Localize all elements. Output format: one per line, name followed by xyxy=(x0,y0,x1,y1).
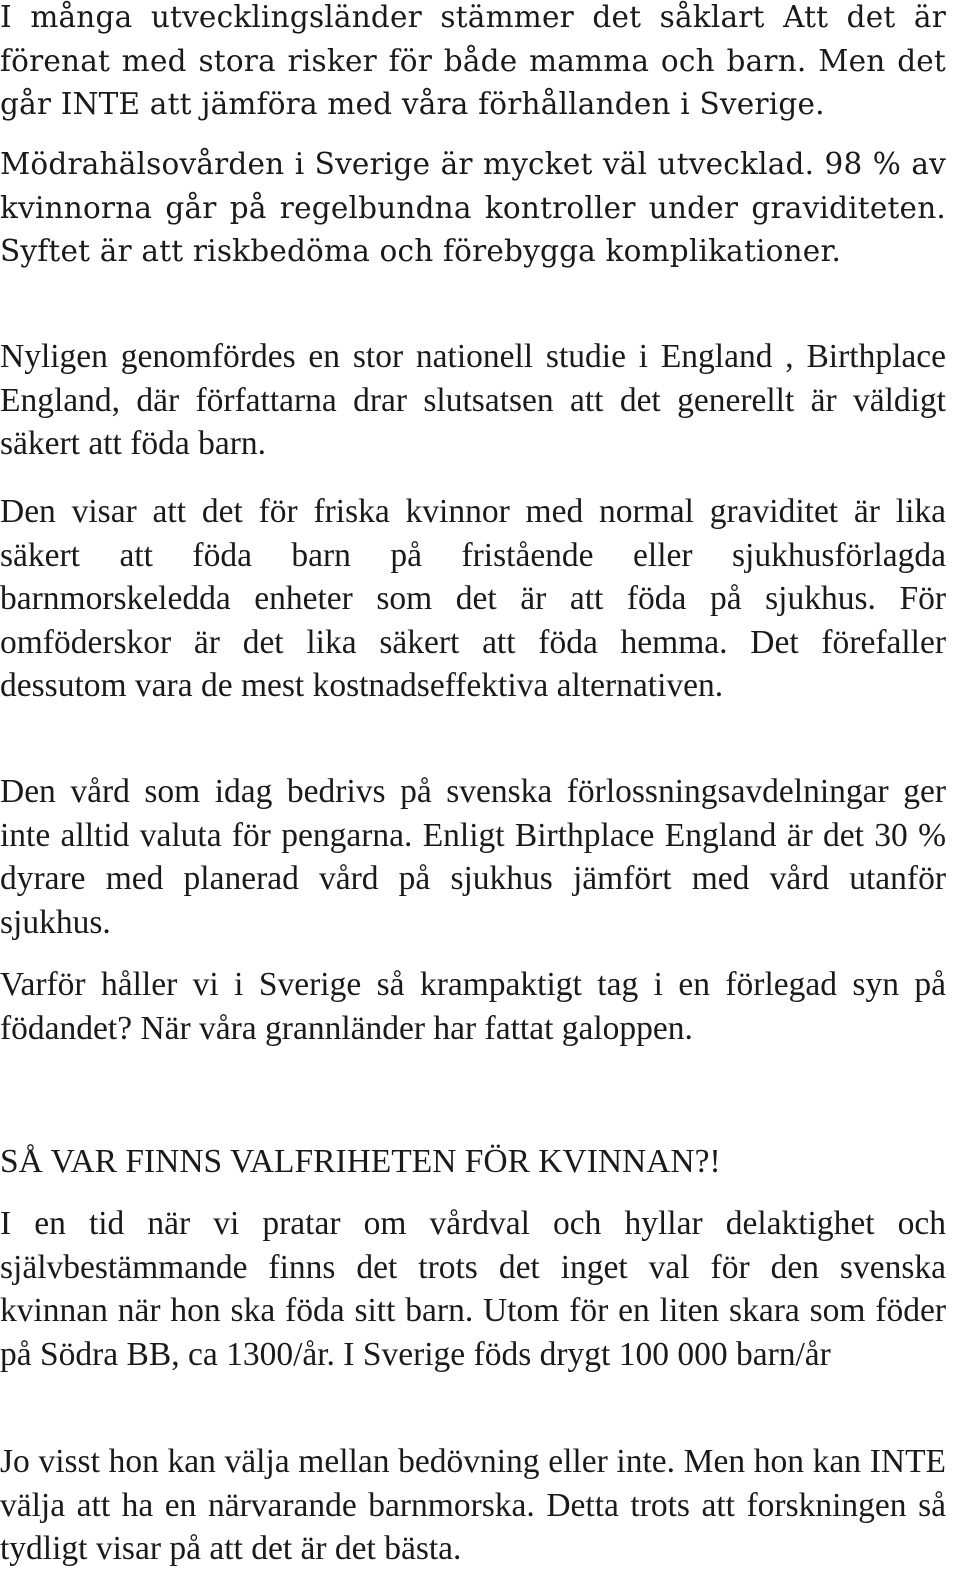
paragraph-study-findings: Den visar att det för friska kvinnor med normal graviditet är lika säkert att föda barn på fristående eller sjukhusförlagda barnmorskeledda enheter som det är att föda på sjukhus. För omföderskor är det lika säkert att föda hemma. Det förefaller dessutom vara de mest kostnadseffektiva alternativen. xyxy=(0,493,946,704)
paragraph-birthplace-study: Nyligen genomfördes en stor nationell studie i England , Birthplace England, där författarna drar slutsatsen att det generellt är väldigt säkert att föda barn. xyxy=(0,338,946,462)
section-heading: SÅ VAR FINNS VALFRIHETEN FÖR KVINNAN?! xyxy=(0,1143,721,1180)
paragraph-cost-comparison: Den vård som idag bedrivs på svenska förlossningsavdelningar ger inte alltid valuta för pengarna. Enligt Birthplace England är det 30 % dyrare med planerad vård på sjukhus jämfört med vård utanför sjukhus. xyxy=(0,773,946,941)
paragraph-developing-countries: I många utvecklingsländer stämmer det såklart Att det är förenat med stora risker för både mamma och barn. Men det går INTE att jämföra med våra förhållanden i Sverige. xyxy=(0,0,946,121)
paragraph-midwife-presence: Jo visst hon kan välja mellan bedövning eller inte. Men hon kan INTE välja att ha en närvarande barnmorska. Detta trots att forskningen så tydligt visar på att det är det bästa. xyxy=(0,1443,946,1567)
paragraph-outdated-view: Varför håller vi i Sverige så krampaktigt tag i en förlegad syn på födandet? När våra grannländer har fattat galoppen. xyxy=(0,966,946,1047)
paragraph-maternal-care: Mödrahälsovården i Sverige är mycket väl utvecklad. 98 % av kvinnorna går på regelbundna kontroller under graviditeten. Syftet är att riskbedöma och förebygga komplikationer. xyxy=(0,147,946,268)
paragraph-freedom-of-choice: I en tid när vi pratar om vårdval och hyllar delaktighet och självbestämmande finns det trots det inget val för den svenska kvinnan när hon ska föda sitt barn. Utom för en liten skara som föder på Södra BB, ca 1300/år. I Sverige föds drygt 100 000 barn/år xyxy=(0,1205,946,1373)
